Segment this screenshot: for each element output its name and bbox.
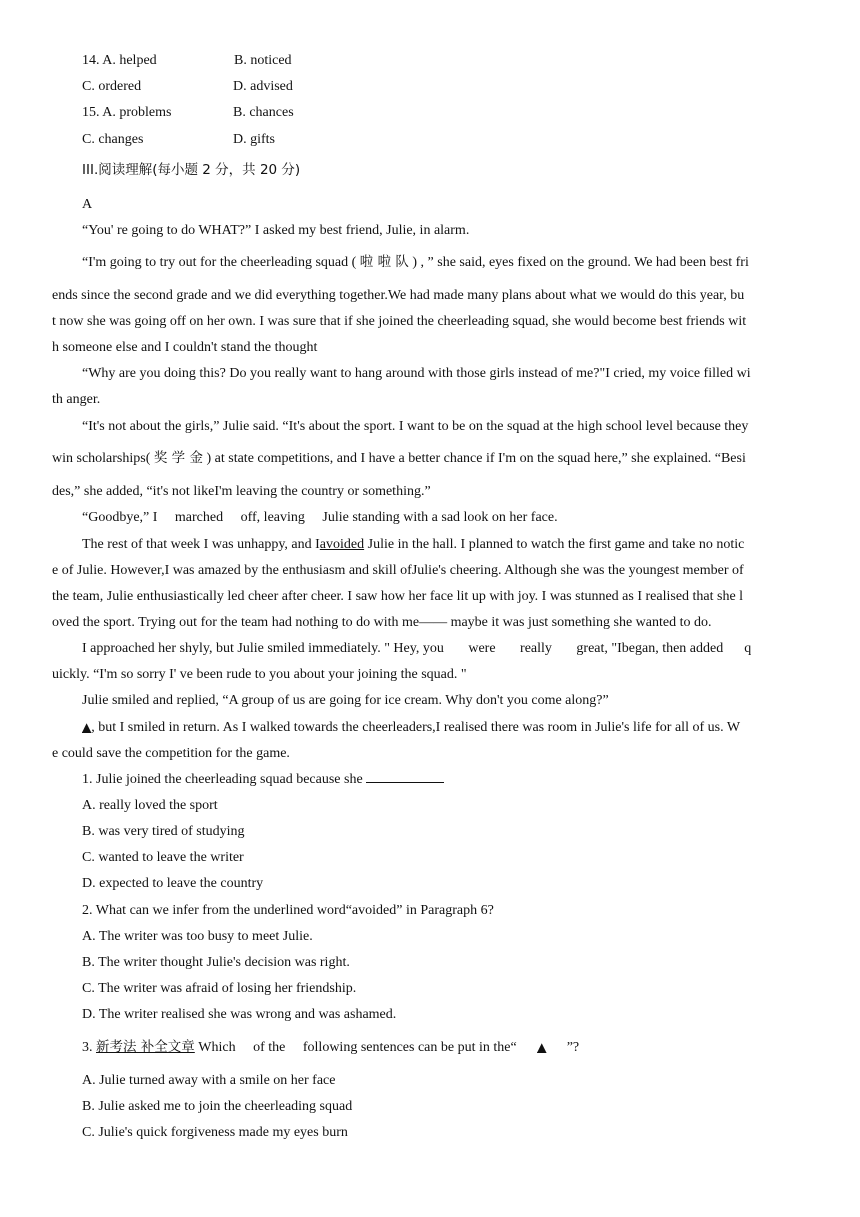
passage-line: ▲, but I smiled in return. As I walked towards the cheerleaders,I realised there was room in Julie's life for all of us. W [82,720,741,735]
question-2-option-a: A. The writer was too busy to meet Julie. [82,929,313,944]
question-2-option-c: C. The writer was afraid of losing her friendship. [82,981,357,996]
passage-line: I approached her shyly, but Julie smiled immediately. " Hey, you were really great, "Ibegan, then added q [82,641,752,656]
passage-line: “You' re going to do WHAT?” I asked my best friend, Julie, in alarm. [82,223,470,238]
question-2-option-b: B. The writer thought Julie's decision was right. [82,955,350,970]
q15-option-a: 15. A. problems [82,105,172,120]
question-3-stem: 3. 新考法 补全文章 Which of the following sentences can be put in the“ ▲ ”? [82,1034,579,1061]
passage-line: t now she was going off on her own. I was sure that if she joined the cheerleading squad, she would become best friends wit [52,314,747,329]
passage-line: e could save the competition for the game. [52,746,290,761]
question-1-option-d: D. expected to leave the country [82,876,264,891]
q14-option-a: 14. A. helped [82,53,157,68]
passage-line: oved the sport. Trying out for the team had nothing to do with me—— maybe it was just something she wanted to do. [52,615,712,630]
question-3-option-a: A. Julie turned away with a smile on her face [82,1073,336,1088]
passage-line: ends since the second grade and we did everything together.We had made many plans about what we would do this year, bu [52,288,745,303]
passage-label: A [82,197,93,212]
passage-line: “I'm going to try out for the cheerleading squad ( 啦 啦 队 ) , ” she said, eyes fixed on the ground. We had been best fri [82,254,749,270]
question-3-option-c: C. Julie's quick forgiveness made my eyes burn [82,1125,348,1140]
q14-option-d: D. advised [233,79,293,94]
passage-line: the team, Julie enthusiastically led cheer after cheer. I saw how her face lit up with joy. I was stunned as I realised that she l [52,589,744,604]
question-3-option-b: B. Julie asked me to join the cheerleading squad [82,1099,353,1114]
chinese-gloss: 奖 学 金 [153,450,203,466]
chinese-gloss: 啦 啦 队 [359,254,409,270]
q14-option-c: C. ordered [82,79,142,94]
passage-line: The rest of that week I was unhappy, and Iavoided Julie in the hall. I planned to watch the first game and take no notic [82,537,745,552]
blank-triangle-icon: ▲ [82,720,92,734]
q14-option-b: B. noticed [234,53,292,68]
question-2-stem: 2. What can we infer from the underlined word“avoided” in Paragraph 6? [82,903,494,918]
section-heading: III.阅读理解(每小题 2 分，共 20 分) [82,162,301,178]
passage-line: win scholarships( 奖 学 金 ) at state competitions, and I have a better chance if I'm on the squad here,” she explained. “Besi [52,450,746,466]
passage-line: e of Julie. However,I was amazed by the enthusiasm and skill ofJulie's cheering. Although she was the youngest member of [52,563,744,578]
question-2-option-d: D. The writer realised she was wrong and was ashamed. [82,1007,397,1022]
passage-line: “Goodbye,” I marched off, leaving Julie standing with a sad look on her face. [82,510,558,525]
passage-line: “It's not about the girls,” Julie said. “It's about the sport. I want to be on the squad at the high school level because they [82,419,749,434]
q15-option-d: D. gifts [233,132,275,147]
question-1-stem: 1. Julie joined the cheerleading squad because she [82,767,444,793]
q15-option-c: C. changes [82,132,144,147]
answer-blank [366,768,444,783]
question-type-tag: 新考法 补全文章 [96,1039,195,1055]
blank-triangle-icon: ▲ [537,1040,547,1054]
underlined-word: avoided [319,537,365,552]
passage-line: h someone else and I couldn't stand the thought [52,340,318,355]
passage-line: “Why are you doing this? Do you really want to hang around with those girls instead of me?"I cried, my voice filled wi [82,366,751,381]
passage-line: th anger. [52,392,101,407]
passage-line: uickly. “I'm so sorry I' ve been rude to you about your joining the squad. " [52,667,467,682]
passage-line: des,” she added, “it's not likeI'm leaving the country or something.” [52,484,431,499]
question-1-option-a: A. really loved the sport [82,798,218,813]
question-1-option-b: B. was very tired of studying [82,824,245,839]
question-1-option-c: C. wanted to leave the writer [82,850,244,865]
passage-line: Julie smiled and replied, “A group of us are going for ice cream. Why don't you come along?” [82,693,609,708]
q15-option-b: B. chances [233,105,294,120]
